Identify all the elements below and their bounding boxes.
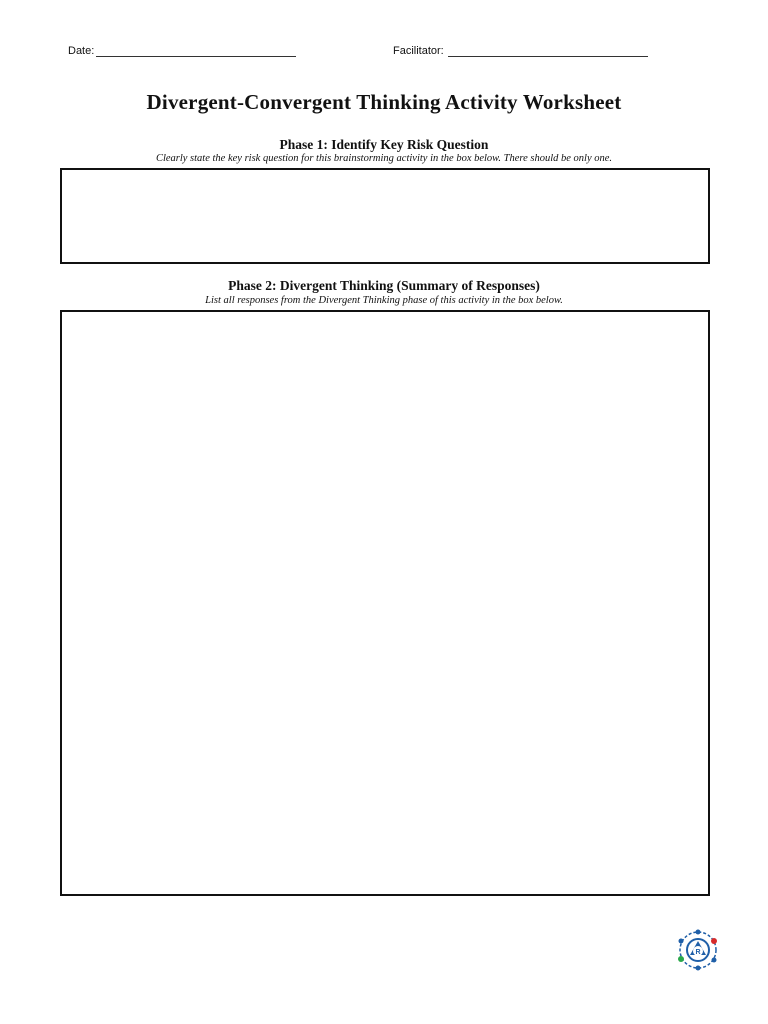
divergent-responses-box[interactable] xyxy=(60,310,710,896)
logo-letter: R xyxy=(695,949,701,956)
phase2-title: Phase 2: Divergent Thinking (Summary of Responses) xyxy=(228,278,540,293)
facilitator-field[interactable] xyxy=(393,45,648,57)
key-risk-question-box[interactable] xyxy=(60,168,710,264)
phase1-title: Phase 1: Identify Key Risk Question xyxy=(279,137,489,152)
date-input-line[interactable] xyxy=(96,46,296,57)
worksheet-title: Divergent-Convergent Thinking Activity Worksheet xyxy=(146,90,622,114)
date-field[interactable] xyxy=(68,45,296,57)
phase1-instruction: Clearly state the key risk question for this brainstorming activity in the box below. There should be only one. xyxy=(155,153,613,164)
logo-icon xyxy=(672,924,724,976)
phase2-instruction: List all responses from the Divergent Thinking phase of this activity in the box below. xyxy=(205,295,563,306)
facilitator-label: Facilitator: xyxy=(393,45,444,57)
date-label: Date: xyxy=(68,45,95,57)
facilitator-input-line[interactable] xyxy=(448,46,648,57)
